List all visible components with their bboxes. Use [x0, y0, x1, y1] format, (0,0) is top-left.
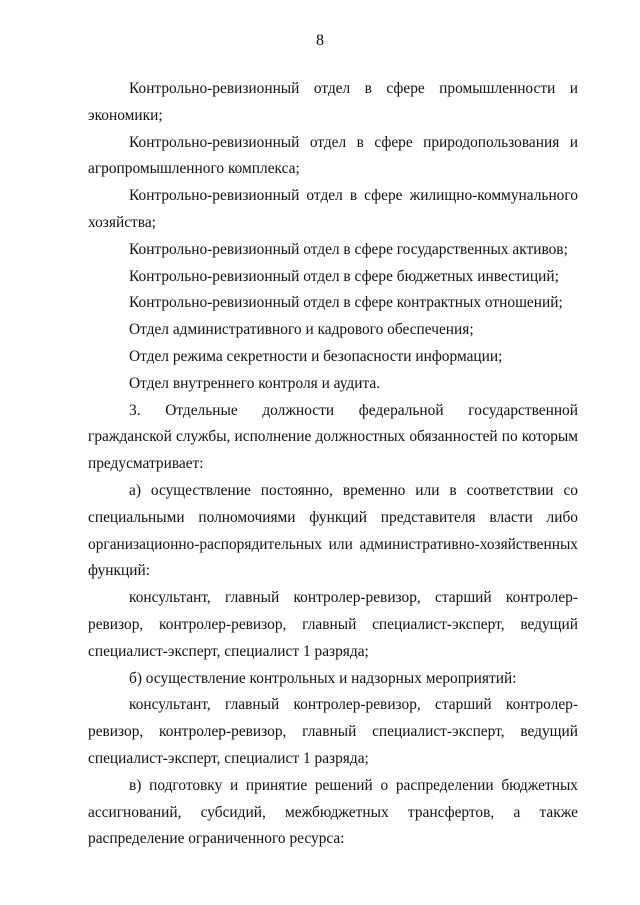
paragraph-department-audit: Отдел внутреннего контроля и аудита. [129, 374, 381, 392]
paragraph-positions-b: консультант, главный контролер-ревизор, старший контролер-ревизор, контролер-ревизор, главный специалист-эксперт, ведущий специалист-эксперт, специалист 1 разряда; [88, 696, 578, 767]
paragraph-item-b: б) осуществление контрольных и надзорных мероприятий: [129, 669, 517, 687]
paragraph-department-industry: Контрольно-ревизионный отдел в сфере промышленности и экономики; [88, 80, 578, 124]
paragraph-item-c: в) подготовку и принятие решений о распределении бюджетных ассигнований, субсидий, межбюджетных трансфертов, а также распределение ограниченного ресурса: [88, 776, 578, 848]
document-body [88, 76, 578, 853]
paragraph-department-nature: Контрольно-ревизионный отдел в сфере природопользования и агропромышленного комплекса; [88, 133, 578, 178]
paragraph-department-contracts: Контрольно-ревизионный отдел в сфере контрактных отношений; [129, 294, 563, 312]
paragraph-department-investments: Контрольно-ревизионный отдел в сфере бюджетных инвестиций; [129, 267, 559, 285]
paragraph-item-a: а) осуществление постоянно, временно или в соответствии со специальными полномочиями функций представителя власти либо организационно-распорядительных или административно-хозяйственных функций: [88, 481, 578, 580]
paragraph-department-assets: Контрольно-ревизионный отдел в сфере государственных активов; [129, 240, 568, 258]
paragraph-department-housing: Контрольно-ревизионный отдел в сфере жилищно-коммунального хозяйства; [88, 187, 578, 231]
page-number: 8 [316, 32, 324, 49]
paragraph-department-admin: Отдел административного и кадрового обеспечения; [129, 321, 474, 339]
paragraph-section-3: 3. Отдельные должности федеральной государственной гражданской службы, исполнение должностных обязанностей по которым предусматривает: [88, 401, 578, 473]
paragraph-positions-a: консультант, главный контролер-ревизор, старший контролер-ревизор, контролер-ревизор, главный специалист-эксперт, ведущий специалист-эксперт, специалист 1 разряда; [88, 589, 578, 660]
paragraph-department-security: Отдел режима секретности и безопасности информации; [129, 347, 503, 365]
